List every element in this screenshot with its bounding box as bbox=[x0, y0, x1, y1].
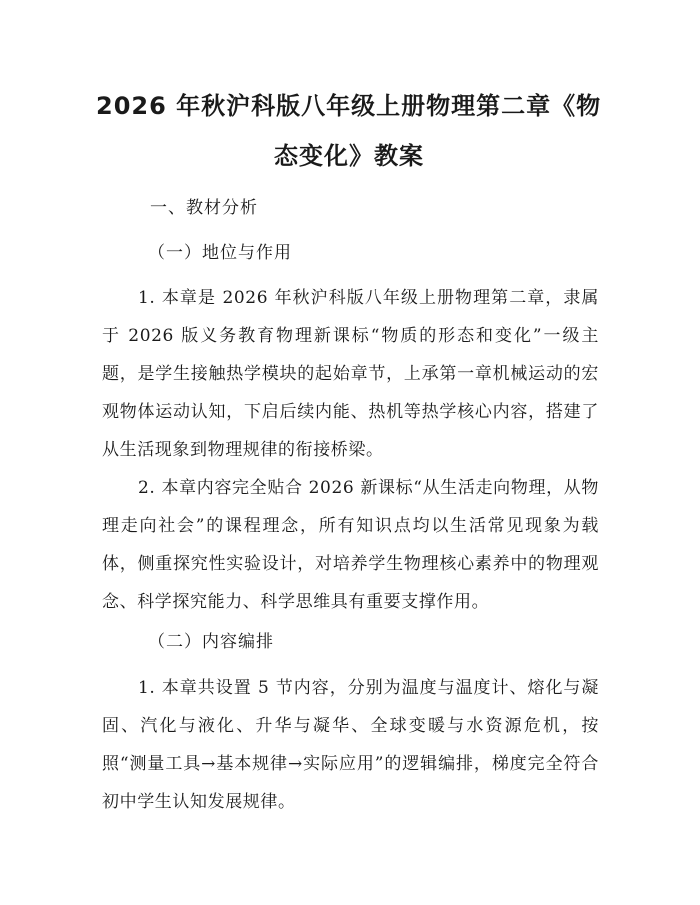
subsection-heading-position-role: （一）地位与作用 bbox=[148, 243, 292, 263]
paragraph-1 bbox=[102, 279, 599, 469]
subsection-heading-content-arrangement: （二）内容编排 bbox=[148, 632, 274, 652]
paragraph-3 bbox=[102, 669, 599, 821]
paragraph-1-text: 1. 本章是 2026 年秋沪科版八年级上册物理第二章，隶属于 2026 版义务教育物理新课标“物质的形态和变化”一级主题，是学生接触热学模块的起始章节，上承第一章机械运动的宏观物体运动认知，下启后续内能、热机等热学核心内容，搭建了从生活现象到物理规律的衔接桥梁。 bbox=[102, 288, 599, 460]
section-heading-textbook-analysis: 一、教材分析 bbox=[150, 198, 258, 218]
paragraph-2 bbox=[102, 469, 599, 621]
paragraph-2-text: 2. 本章内容完全贴合 2026 新课标“从生活走向物理，从物理走向社会”的课程理念，所有知识点均以生活常见现象为载体，侧重探究性实验设计，对培养学生物理核心素养中的物理观念、科学探究能力、科学思维具有重要支撑作用。 bbox=[102, 478, 599, 612]
document-title-line-2: 态变化》教案 bbox=[274, 142, 424, 170]
document-title-line-1: 2026 年秋沪科版八年级上册物理第二章《物 bbox=[96, 92, 602, 120]
paragraph-3-text: 1. 本章共设置 5 节内容，分别为温度与温度计、熔化与凝固、汽化与液化、升华与凝华、全球变暖与水资源危机，按照“测量工具→基本规律→实际应用”的逻辑编排，梯度完全符合初中学生认知发展规律。 bbox=[102, 678, 599, 812]
